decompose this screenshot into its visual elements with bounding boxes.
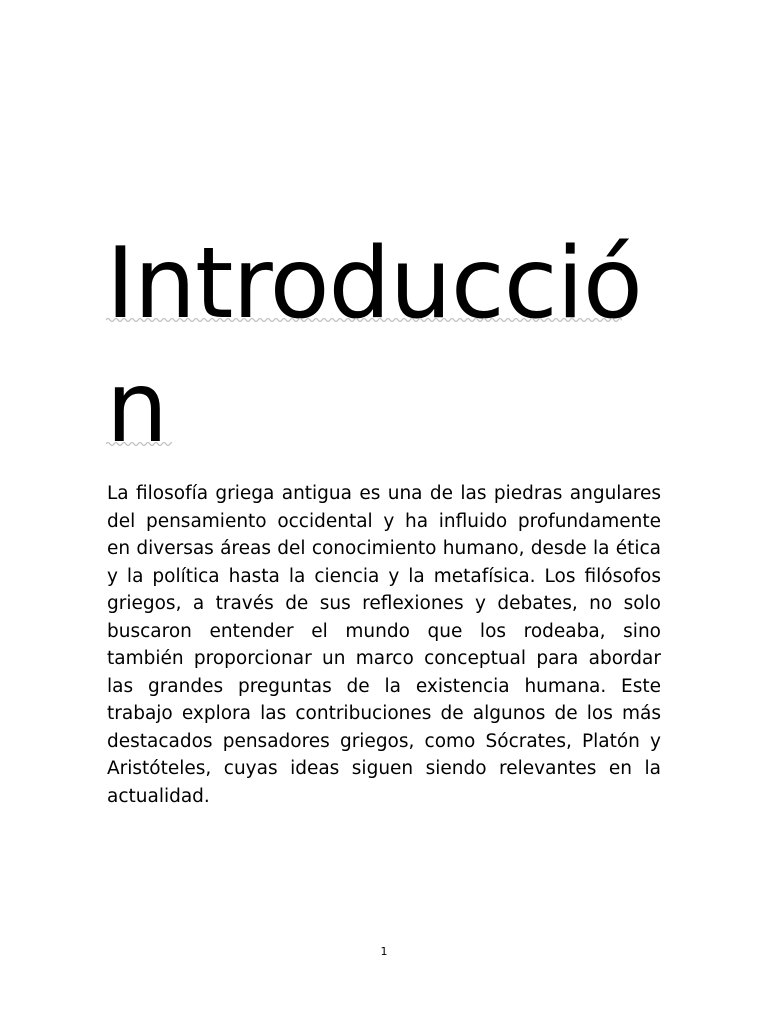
title-line-2: n [106,351,168,465]
title-line-1: Introducció [106,227,642,341]
spellcheck-wave [106,443,172,446]
spellcheck-underline [106,440,172,448]
spellcheck-underline [106,316,622,324]
spellcheck-wave [106,319,622,322]
body-paragraph: La filosofía griega antigua es una de las piedras angulares del pensamiento occidental y ha influido profundamente en diversas áreas del conocimiento humano, desde la ética y la política hasta la ciencia y la metafísica. Los filósofos griegos, a través de sus reflexiones y debates, no solo buscaron entender el mundo que los rodeaba, sino también proporcionar un marco conceptual para abordar las grandes preguntas de la existencia humana. Este trabajo explora las contribuciones de algunos de los más destacados pensadores griegos, como Sócrates, Platón y Aristóteles, cuyas ideas siguen siendo relevantes en la actualidad. [107,483,661,807]
page-number: 1 [380,945,388,958]
page-title [106,222,646,470]
